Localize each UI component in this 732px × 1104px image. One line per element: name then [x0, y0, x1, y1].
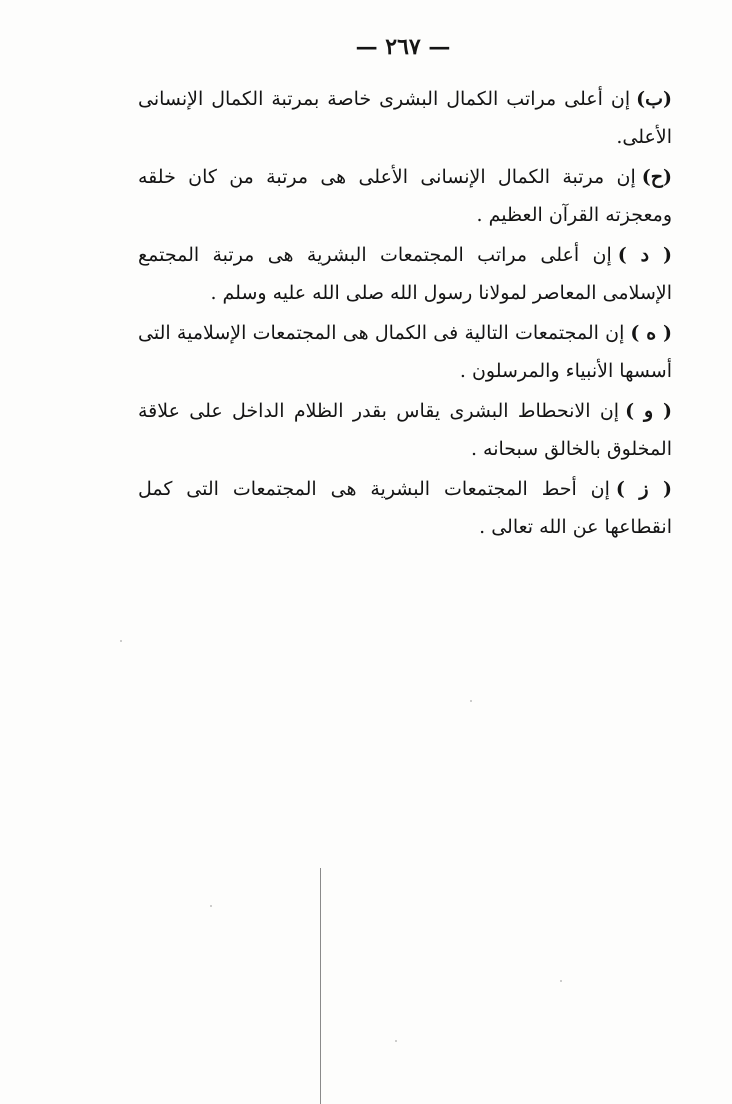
paragraph-ha: [138, 314, 672, 390]
paragraph-b: [138, 80, 672, 156]
paragraph-w: [138, 392, 672, 468]
paragraph-marker: (ح): [641, 166, 672, 188]
page-number: — ٢٦٧ —: [355, 34, 451, 60]
paragraph-text: إن أعلى مراتب المجتمعات البشرية هى مرتبة المجتمع الإسلامى المعاصر لمولانا رسول الله صلى الله عليه وسلم .: [138, 244, 672, 304]
paragraph-text: إن الانحطاط البشرى يقاس بقدر الظلام الداخل على علاقة المخلوق بالخالق سبحانه .: [138, 400, 672, 460]
page-body: [138, 80, 672, 546]
paragraph-z: [138, 470, 672, 546]
paragraph-d: [138, 236, 672, 312]
paragraph-text: إن مرتبة الكمال الإنسانى الأعلى هى مرتبة من كان خلقه ومعجزته القرآن العظيم .: [138, 166, 672, 226]
paragraph-h: [138, 158, 672, 234]
scan-speck: [120, 640, 122, 642]
scan-speck: [470, 700, 472, 702]
paragraph-marker: ( ز ): [615, 478, 672, 500]
paragraph-marker: ( ه ): [630, 322, 672, 344]
scan-speck: [210, 905, 212, 907]
paragraph-text: إن أعلى مراتب الكمال البشرى خاصة بمرتبة الكمال الإنسانى الأعلى.: [138, 88, 672, 148]
paragraph-text: إن أحط المجتمعات البشرية هى المجتمعات التى كمل انقطاعها عن الله تعالى .: [138, 478, 672, 538]
paragraph-marker: ( د ): [617, 244, 673, 266]
paragraph-text: إن المجتمعات التالية فى الكمال هى المجتمعات الإسلامية التى أسسها الأنبياء والمرسلون .: [138, 322, 672, 382]
paragraph-marker: ( و ): [625, 400, 673, 422]
page-fold-line: [320, 868, 321, 1104]
paragraph-marker: (ب): [636, 88, 672, 110]
scan-speck: [560, 980, 562, 982]
scan-speck: [395, 1040, 397, 1042]
